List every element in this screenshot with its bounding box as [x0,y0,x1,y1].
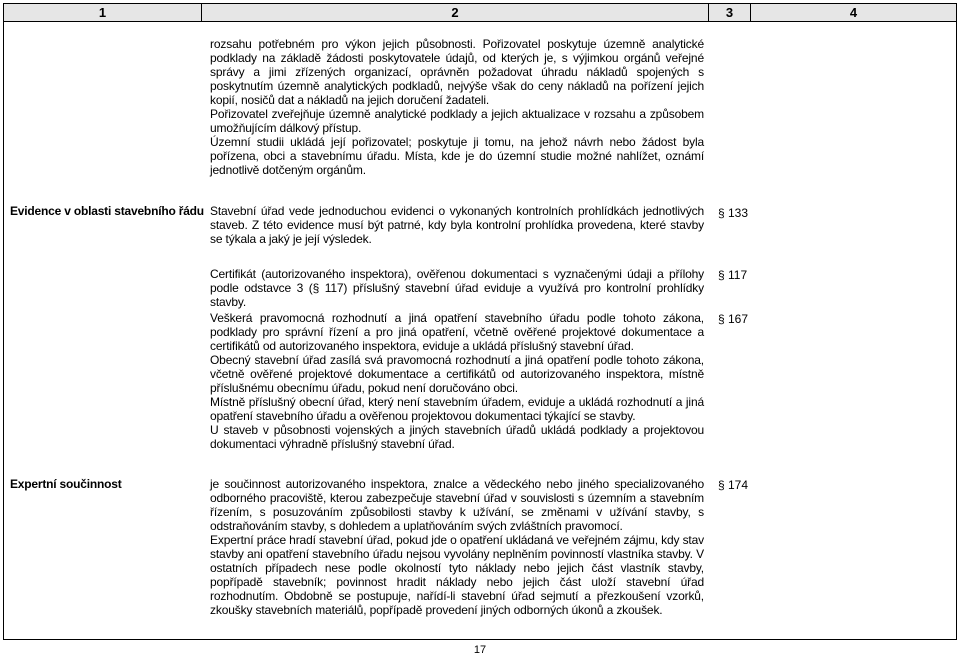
evidence-paragraph-3 [210,311,704,451]
evidence-paragraph-2 [210,267,704,309]
header-col-2: 2 [202,4,709,22]
expert-text-block [210,477,704,617]
paragraph: je součinnost autorizovaného inspektora, znalce a vědeckého nebo jiného specializovaného odborného pracoviště, kterou zabezpečuje stavební úřad v souvislosti s územním a stavebním řízením, s posuzováním způsobilosti stavby k užívání, se změnami v užívání stavby, s odstraňováním stavby, s dohledem a uplatňováním svých zvláštních pravomocí. [210,477,704,533]
paragraph: U staveb v působnosti vojenských a jiných stavebních úřadů ukládá podklady a projektovou dokumentaci výhradně příslušný stavební úřad. [210,423,704,451]
header-col-3: 3 [709,4,751,22]
table-body-row [4,22,957,640]
evidence-paragraph-1 [210,204,704,246]
row-label-expert: Expertní součinnost [10,477,122,491]
paragraph: Pořizovatel zveřejňuje územně analytické podklady a jejich aktualizace v rozsahu a způsobem umožňujícím dálkový přístup. [210,107,704,135]
table-content [4,22,956,639]
header-col-1: 1 [4,4,202,22]
legal-table [3,3,957,640]
paragraph: Expertní práce hradí stavební úřad, pokud jde o opatření ukládaná ve veřejném zájmu, kdy stav stavby ani opatření stavebního úřadu nejsou vyvolány neplněním povinností vlastníka stavby. V ostatních případech nese podle okolností tyto náklady nebo jejich část vlastník stavby, popřípadě stavebník; povinnost hradit náklady nebo jejich část uloží stavební úřad rozhodnutím. Obdobně se postupuje, nařídí-li stavební úřad sejmutí a přezkoušení vzorků, zkoušky stavebních materiálů, popřípadě provedení jiných odborných úkonů a zkoušek. [210,533,704,617]
header-col-4: 4 [751,4,957,22]
paragraph: rozsahu potřebném pro výkon jejich působnosti. Pořizovatel poskytuje územně analytické podklady na základě žádosti poskytovatele údajů, od kterých je, s výjimkou orgánů veřejné správy a jimi zřízených organizací, oprávněn požadovat úhradu nákladů spojených s poskytnutím územně analytických podkladů, nejvýše však do ceny nákladů na pořízení jejich kopií, nosičů dat a nákladů na jejich doručení žadateli. [210,37,704,107]
paragraph: Certifikát (autorizovaného inspektora), ověřenou dokumentaci s vyznačenými údaji a přílohy podle odstavce 3 (§ 117) příslušný stavební úřad eviduje a využívá pro kontrolní prohlídky stavby. [210,267,704,309]
section-reference: § 167 [718,312,749,326]
paragraph: Územní studii ukládá její pořizovatel; poskytuje ji tomu, na jehož návrh nebo žádost byla pořízena, obci a stavebnímu úřadu. Místa, kde je do územní studie možné nahlížet, oznámí jednotlivě dotčeným orgánům. [210,135,704,177]
section-reference: § 133 [718,206,749,220]
page-number: 17 [473,644,487,656]
paragraph: Místně příslušný obecní úřad, který není stavebním úřadem, eviduje a ukládá rozhodnutí a jiná opatření stavebního úřadu a ověřenou projektovou dokumentaci týkající se stavby. [210,395,704,423]
section-reference: § 117 [718,268,748,282]
section-reference: § 174 [718,478,749,492]
table-header-row [4,4,957,22]
paragraph: Obecný stavební úřad zasílá svá pravomocná rozhodnutí a jiná opatření podle tohoto zákona, včetně ověřené projektové dokumentace a certifikátů od autorizovaného inspektora, místně příslušnému obecnímu úřadu, pokud není doručováno obci. [210,353,704,395]
row-label-evidence: Evidence v oblasti stavebního řádu [10,204,204,218]
paragraph: Stavební úřad vede jednoduchou evidenci o vykonaných kontrolních prohlídkách jednotlivých staveb. Z této evidence musí být patrné, kdy byla kontrolní prohlídka provedena, které stavby se týkala a jaký je její výsledek. [210,204,704,246]
paragraph: Veškerá pravomocná rozhodnutí a jiná opatření stavebního úřadu podle tohoto zákona, podklady pro správní řízení a pro jiná opatření, včetně ověřené projektové dokumentace a certifikátů od autorizovaného inspektora, eviduje a ukládá příslušný stavební úřad. [210,311,704,353]
continued-text-block [210,37,704,177]
